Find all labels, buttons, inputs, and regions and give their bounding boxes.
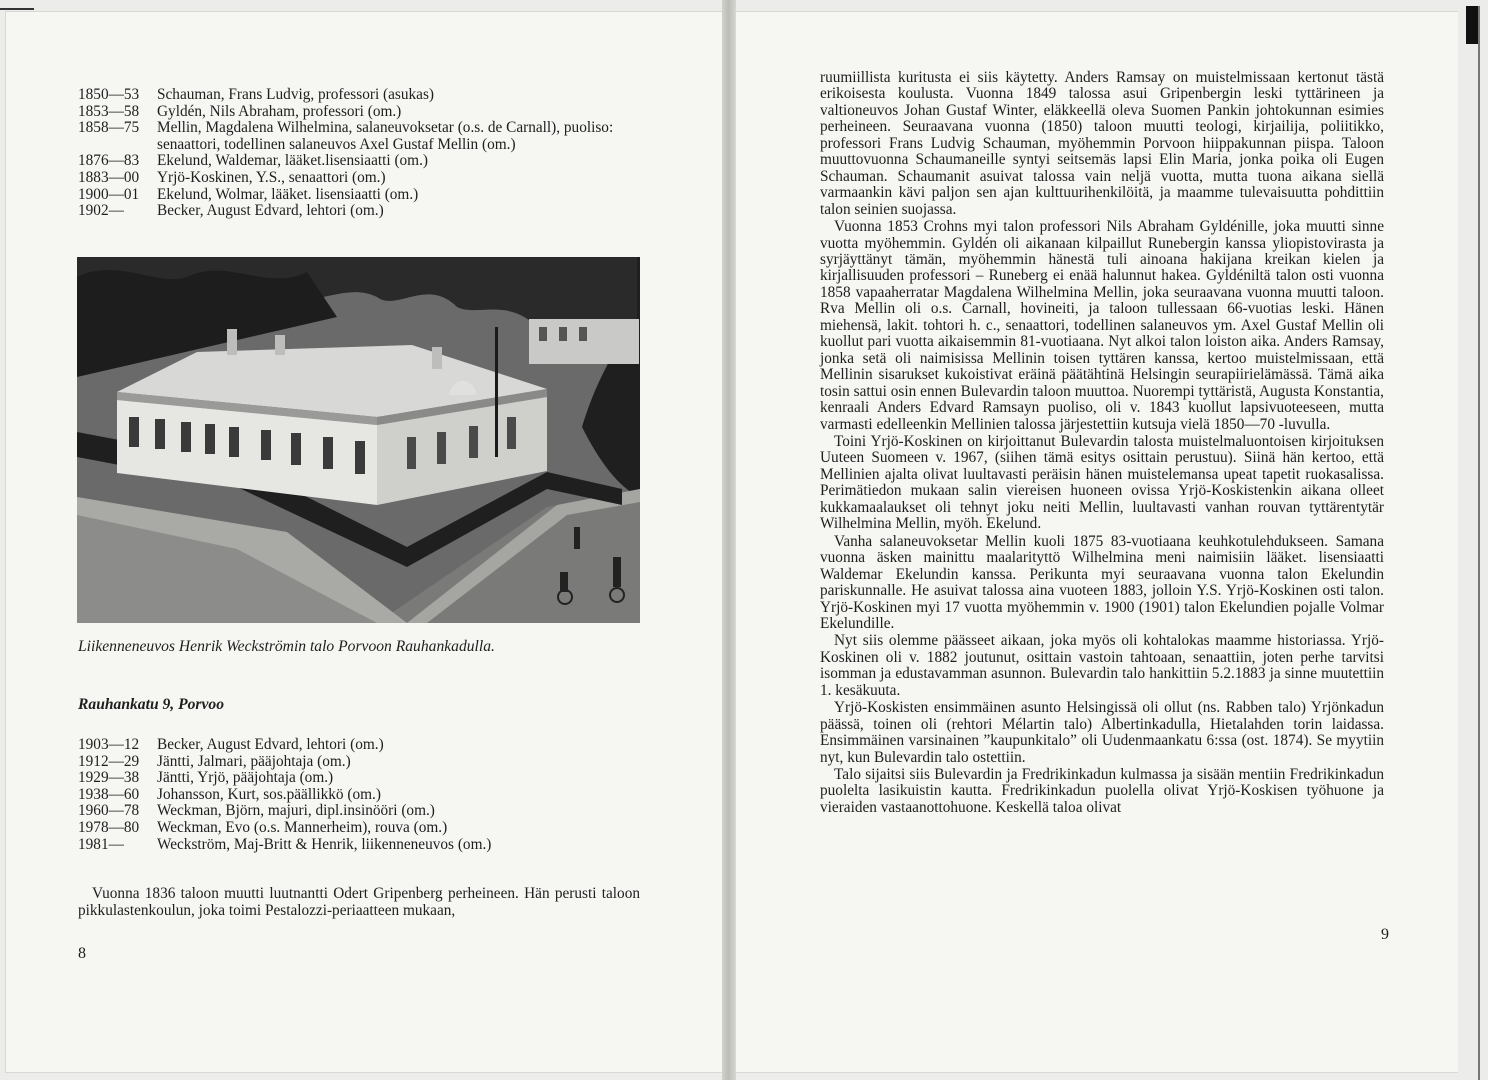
owner-list-rauhankatu: [78, 737, 678, 853]
owner-name: Jäntti, Jalmari, pääjohtaja (om.): [157, 752, 351, 770]
owner-name: Gyldén, Nils Abraham, professori (om.): [157, 102, 402, 120]
scan-edge: [1458, 0, 1488, 1080]
owner-years: 1858—75: [78, 119, 140, 137]
owner-name: Becker, August Edvard, lehtori (om.): [157, 736, 384, 753]
body-paragraph: ruumiillista kuritusta ei siis käytetty. Anders Ramsay on muistelmissaan kertonut tästä erikoisesta koulusta. Vuonna 1849 talossa asui Gripenbergin leski tyttärineen ja valtioneuvos Johan Gustaf Winter, eläkkeellä oleva Suomen Pankin johtokunnan esimies perheineen. Seuraavana vuonna (1850) taloon muutti teologi, kirjailija, poliitikko, professori Frans Ludvig Schauman, myöhemmin Porvoon hiippakunnan piispa. Taloon muuttovuonna Schaumaneille syntyi seitsemäs lapsi Elin Maria, jonka poika oli Eugen Schauman. Schaumanit asuivat talossa vain neljä vuotta, mutta tuona aikana siellä varmaankin kävi paljon sen ajan kulttuurihenkilöitä, ja maamme tulevaisuutta pohdittiin talon seinien suojassa.: [820, 69, 1384, 218]
book-gutter: [722, 0, 736, 1080]
left-body-paragraph: Vuonna 1836 taloon muutti luutnantti Odert Gripenberg perheineen. Hän perusti taloon pikkulastenkoulun, joka toimi Pestalozzi-periaatteen mukaan,: [78, 885, 640, 920]
owner-name: Becker, August Edvard, lehtori (om.): [157, 202, 384, 220]
owner-row: [78, 837, 678, 854]
owner-name: Ekelund, Wolmar, lääket. lisensiaatti (om.): [157, 185, 419, 203]
body-paragraph: Talo sijaitsi siis Bulevardin ja Fredrikinkadun kulmassa ja sisään mentiin Fredrikinkadun puolelta lasikuistin kautta. Fredrikinkadun puolella olivat Yrjö-Koskisen työhuone ja vieraiden vastaanottohuone. Keskellä taloa olivat: [820, 766, 1384, 816]
owner-row: [78, 104, 678, 121]
owner-name: Ekelund, Waldemar, lääket.lisensiaatti (om.): [157, 152, 429, 170]
owner-years: 1938—60: [78, 785, 140, 803]
owner-years: 1960—78: [78, 802, 140, 820]
owner-years: 1903—12: [78, 736, 140, 753]
owner-row: [78, 153, 678, 170]
owner-years: 1978—80: [78, 818, 140, 836]
owner-name: Yrjö-Koskinen, Y.S., senaattori (om.): [157, 168, 386, 186]
owner-name: Johansson, Kurt, sos.päällikkö (om.): [157, 785, 381, 803]
owner-years: 1981—: [78, 835, 124, 853]
owner-row: [78, 787, 678, 804]
house-photo: [77, 257, 640, 623]
owner-years: 1853—58: [78, 102, 140, 120]
photo-caption: Liikenneneuvos Henrik Weckströmin talo Porvoon Rauhankadulla.: [78, 638, 495, 655]
owner-name: Weckström, Maj-Britt & Henrik, liikenneneuvos (om.): [157, 835, 492, 853]
right-body-text: [820, 70, 1384, 816]
owner-row: [78, 203, 678, 220]
owner-row: [78, 120, 678, 153]
owner-row: [78, 170, 678, 187]
owner-list-bulevardi: [78, 87, 678, 220]
owner-years: 1876—83: [78, 152, 140, 170]
page-number-right: 9: [1381, 926, 1389, 943]
owner-years: 1912—29: [78, 752, 140, 770]
corner-line: [0, 8, 34, 10]
owner-years: 1883—00: [78, 168, 140, 186]
body-paragraph: Toini Yrjö-Koskinen on kirjoittanut Bulevardin talosta muistelmaluontoisen kirjoituksen Uuteen Suomeen v. 1967, (siihen tämä esitys osittain perustuu). Siinä hän kertoo, että Mellinien ajalta olivat luultavasti peräisin hänen muistelemansa upeat tapetit ruokasalissa. Perimätiedon mukaan salin viereisen huoneen ovissa Yrjö-Koskistenkin aikana olleet kukkamaalaukset oli tehnyt joku neiti Mellin, luultavasti vanhan rouvan tyttärentytär Wilhelmina Mellin, myöh. Ekelund.: [820, 432, 1384, 533]
owner-years: 1850—53: [78, 86, 140, 103]
owner-name: Weckman, Evo (o.s. Mannerheim), rouva (om.): [157, 818, 448, 836]
house-photo-image: [77, 257, 640, 623]
owner-row: [78, 803, 678, 820]
owner-row: [78, 187, 678, 204]
owner-row: [78, 754, 678, 771]
page-number-left: 8: [78, 945, 86, 962]
owner-name: Weckman, Björn, majuri, dipl.insinööri (om.): [157, 802, 435, 820]
body-paragraph: Yrjö-Koskisten ensimmäinen asunto Helsingissä oli ollut (ns. Rabben talo) Yrjönkadun päässä, toinen oli (rehtori Mélartin talo) Albertinkadulla, Hietalahden torin laidassa. Ensimmäinen varsinainen ”kaupunkitalo” oli Uudenmaankatu 6:ssa (ost. 1874). Se myytiin nyt, kun Bulevardin talo ostettiin.: [820, 699, 1384, 766]
section-title: Rauhankatu 9, Porvoo: [78, 696, 225, 713]
owner-row: [78, 820, 678, 837]
body-paragraph: Nyt siis olemme päässeet aikaan, joka myös oli kohtalokas maamme historiassa. Yrjö-Koskinen oli v. 1882 joutunut, osittain vastoin tahtoaan, senaattiin, joten perhe tarvitsi isomman ja edustavamman asunnon. Bulevardin talo hankittiin 5.2.1883 ja sinne muutettiin 1. kesäkuuta.: [820, 632, 1384, 699]
owner-years: 1929—38: [78, 769, 140, 787]
body-paragraph: Vuonna 1853 Crohns myi talon professori Nils Abraham Gyldénille, joka muutti sinne vuotta myöhemmin. Gyldén oli aikanaan kilpaillut Runebergin kanssa yliopistovirasta ja syrjäyttänyt tämän, myöhemmin hänestä tuli ainoana hakijana kreikan kielen ja kirjallisuuden professori – Runeberg ei enää halunnut hakea. Gyldéniltä talon osti vuonna 1858 vapaaherratar Magdalena Wilhelmina Mellin, joka seuraavana vuonna muutti taloon. Rva Mellin oli o.s. Carnall, hovineiti, ja taloon tullessaan 66-vuotias leski. Hänen miehensä, lakit. tohtori h. c., senaattori, todellinen salaneuvos ym. Axel Gustaf Mellin oli kuollut pari vuotta aikaisemmin 81-vuotiaana. Nyt alkoi talon loiston aika. Anders Ramsay, jonka setä oli naimisissa Mellinin toisen tyttären kanssa, kertoo muistelmissaan, että Mellinin sisarukset kukoistivat eräinä päätähtinä Helsingin seurapiirielämässä. Tämä aika tosin sattui osin ennen Bulevardin taloon muuttoa. Nuorempi tyttäristä, Augusta Konstantia, kenraali Anders Edvard Ramsayn puoliso, oli v. 1843 kuollut lapsivuoteeseen, mutta varmasti edelleenkin Mellinien talossa järjestettiin kutsuja vielä 1850—70 -luvulla.: [820, 218, 1384, 433]
scan-edge-line: [1478, 6, 1480, 1080]
owner-name: Mellin, Magdalena Wilhelmina, salaneuvoksetar (o.s. de Carnall), puoliso: senaattori, todellinen salaneuvos Axel Gustaf Mellin (om.): [157, 119, 614, 153]
owner-name: Jäntti, Yrjö, pääjohtaja (om.): [157, 769, 334, 787]
owner-years: 1902—: [78, 202, 124, 220]
body-paragraph: Vanha salaneuvoksetar Mellin kuoli 1875 83-vuotiaana keuhkotulehdukseen. Samana vuonna äsken mainittu maalarityttö Wilhelmina meni naimisiin lääket. lisensiaatti Waldemar Ekelundin kanssa. Perikunta myi seuraavana vuonna talon Ekelundin pariskunnalle. He asuivat talossa aina vuoteen 1883, jolloin Y.S. Yrjö-Koskinen osti talon. Yrjö-Koskinen myi 17 vuotta myöhemmin v. 1900 (1901) talon Ekelundien pojalle Volmar Ekelundille.: [820, 532, 1384, 632]
owner-row: [78, 87, 678, 104]
owner-row: [78, 737, 678, 754]
owner-row: [78, 770, 678, 787]
owner-years: 1900—01: [78, 185, 140, 203]
owner-name: Schauman, Frans Ludvig, professori (asukas): [157, 86, 434, 103]
